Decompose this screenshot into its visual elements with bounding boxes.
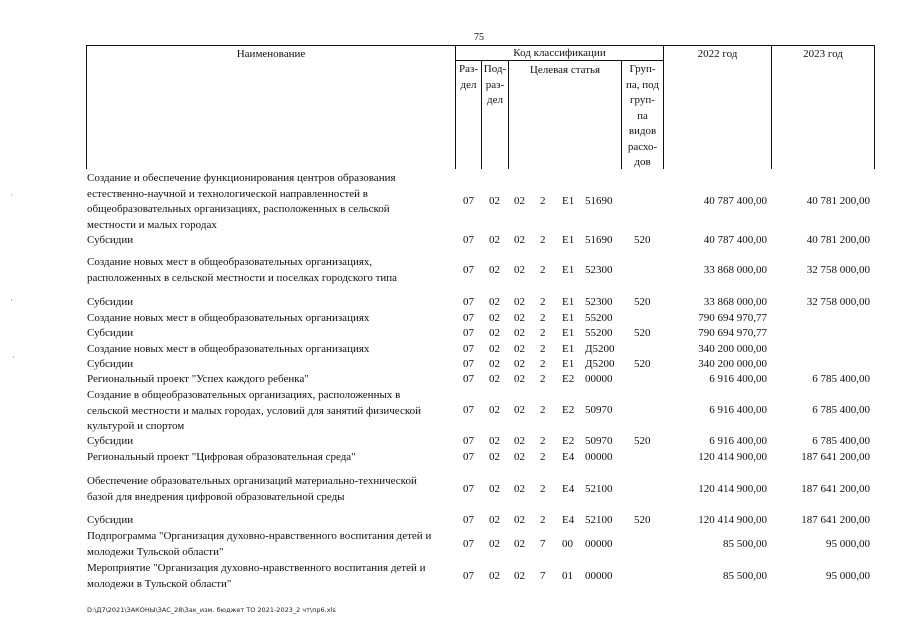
cell-target-4: 52300 [585,296,613,308]
cell-target-1: 02 [514,312,525,324]
header-group-line: па [637,109,648,122]
cell-target-1: 02 [514,538,525,550]
cell-target-2: 7 [540,570,546,582]
cell-target-4: 00000 [585,570,613,582]
cell-amount-2022: 6 916 400,00 [709,435,767,447]
header-year-2022: 2022 год [697,48,738,60]
cell-target-1: 02 [514,514,525,526]
cell-expense-group: 520 [634,327,651,339]
cell-amount-2023: 187 641 200,00 [801,451,870,463]
cell-target-2: 2 [540,312,546,324]
cell-target-4: 00000 [585,373,613,385]
cell-target-1: 02 [514,264,525,276]
cell-target-4: Д5200 [585,343,615,355]
row-name: Субсидии [87,358,134,370]
cell-target-4: 00000 [585,538,613,550]
cell-target-2: 7 [540,538,546,550]
cell-target-3: Е1 [562,264,575,276]
cell-target-2: 2 [540,264,546,276]
margin-mark: · [12,352,15,362]
cell-target-1: 02 [514,195,525,207]
cell-podrazdel: 02 [489,327,500,339]
header-razdel-line: Раз- [458,63,478,75]
cell-target-3: Е1 [562,327,575,339]
cell-target-3: Е4 [562,514,575,526]
cell-amount-2022: 340 200 000,00 [698,343,767,355]
header-col-rule [771,45,772,169]
cell-target-2: 2 [540,483,546,495]
cell-podrazdel: 02 [489,538,500,550]
cell-podrazdel: 02 [489,343,500,355]
cell-target-2: 2 [540,435,546,447]
header-group-line: Груп- [629,63,656,75]
cell-amount-2023: 187 641 200,00 [801,483,870,495]
cell-target-2: 2 [540,195,546,207]
cell-target-4: 50970 [585,435,613,447]
cell-target-2: 2 [540,404,546,416]
cell-amount-2023: 32 758 000,00 [806,296,870,308]
cell-expense-group: 520 [634,234,651,246]
cell-target-3: Е1 [562,234,575,246]
cell-target-3: Е1 [562,296,575,308]
cell-target-2: 2 [540,358,546,370]
cell-target-4: 50970 [585,404,613,416]
cell-target-4: 55200 [585,312,613,324]
cell-target-1: 02 [514,358,525,370]
cell-podrazdel: 02 [489,358,500,370]
cell-razdel: 07 [463,327,474,339]
cell-target-4: 51690 [585,195,613,207]
row-name: Субсидии [87,296,134,308]
cell-target-4: 51690 [585,234,613,246]
cell-podrazdel: 02 [489,195,500,207]
cell-amount-2022: 6 916 400,00 [709,373,767,385]
page-number: 75 [474,32,484,43]
cell-target-4: 55200 [585,327,613,339]
cell-expense-group: 520 [634,435,651,447]
cell-target-1: 02 [514,343,525,355]
cell-target-2: 2 [540,514,546,526]
header-podrazdel-line: Под- [483,63,507,75]
cell-amount-2023: 6 785 400,00 [812,404,870,416]
cell-razdel: 07 [463,451,474,463]
row-name: Субсидии [87,234,134,246]
cell-amount-2023: 187 641 200,00 [801,514,870,526]
cell-razdel: 07 [463,343,474,355]
cell-expense-group: 520 [634,358,651,370]
cell-target-3: Е1 [562,358,575,370]
cell-razdel: 07 [463,570,474,582]
cell-target-1: 02 [514,327,525,339]
cell-amount-2022: 120 414 900,00 [698,483,767,495]
cell-expense-group: 520 [634,296,651,308]
cell-target-1: 02 [514,483,525,495]
cell-amount-2022: 120 414 900,00 [698,451,767,463]
cell-razdel: 07 [463,538,474,550]
cell-amount-2022: 6 916 400,00 [709,404,767,416]
cell-target-2: 2 [540,373,546,385]
cell-amount-2023: 40 781 200,00 [806,195,870,207]
cell-amount-2022: 40 787 400,00 [703,234,767,246]
row-name: Региональный проект "Цифровая образовательная среда" [87,451,356,463]
cell-target-2: 2 [540,451,546,463]
cell-target-3: Е1 [562,195,575,207]
header-name: Наименование [236,48,306,60]
cell-podrazdel: 02 [489,451,500,463]
cell-podrazdel: 02 [489,435,500,447]
cell-target-4: Д5200 [585,358,615,370]
row-name: Субсидии [87,327,134,339]
cell-amount-2023: 95 000,00 [826,538,870,550]
cell-target-1: 02 [514,451,525,463]
header-group-line: дов [634,156,651,168]
row-name: Субсидии [87,514,134,526]
cell-target-4: 52100 [585,514,613,526]
cell-razdel: 07 [463,312,474,324]
cell-target-3: Е4 [562,483,575,495]
cell-amount-2023: 95 000,00 [826,570,870,582]
row-name: Создание и обеспечение функционирования центров образования естественно-научной и технологической направленностей в общеобразовательных организациях, расположенных в сельской местности и малых городах [87,172,396,231]
cell-razdel: 07 [463,195,474,207]
margin-mark: · [10,190,13,200]
cell-target-1: 02 [514,234,525,246]
row-name: Обеспечение образовательных организаций материально-технической базой для внедрения цифровой образовательной среды [87,475,417,503]
header-podrazdel-line: дел [487,94,503,106]
cell-target-3: Е2 [562,435,575,447]
row-name: Создание новых мест в общеобразовательных организациях [87,343,370,355]
cell-amount-2022: 85 500,00 [723,538,767,550]
header-target-article: Целевая статья [529,64,601,76]
row-name: Мероприятие "Организация духовно-нравственного воспитания детей и молодежи в Тульской области" [87,562,426,590]
header-group [622,62,663,171]
cell-razdel: 07 [463,435,474,447]
header-razdel [456,62,481,93]
cell-razdel: 07 [463,264,474,276]
cell-podrazdel: 02 [489,373,500,385]
header-group-line: па, под [626,78,659,91]
file-path-footer: D:\Д7\2021\ЗАКОНЫ\ЗАС_28\Зак_изм. бюджет ТО 2021-2023_2 чт\пр6.xls [87,606,336,614]
cell-target-3: Е1 [562,312,575,324]
cell-target-3: 01 [562,570,573,582]
cell-target-4: 52300 [585,264,613,276]
cell-target-3: 00 [562,538,573,550]
cell-amount-2022: 85 500,00 [723,570,767,582]
cell-amount-2022: 340 200 000,00 [698,358,767,370]
cell-podrazdel: 02 [489,404,500,416]
cell-target-3: Е1 [562,343,575,355]
cell-amount-2023: 40 781 200,00 [806,234,870,246]
cell-amount-2022: 33 868 000,00 [703,264,767,276]
cell-target-1: 02 [514,435,525,447]
cell-target-1: 02 [514,570,525,582]
cell-amount-2022: 40 787 400,00 [703,195,767,207]
row-name: Создание новых мест в общеобразовательных организациях, расположенных в сельской местности и поселках городского типа [87,256,398,284]
cell-razdel: 07 [463,296,474,308]
header-group-line: груп- [630,94,655,106]
cell-target-3: Е2 [562,404,575,416]
cell-target-2: 2 [540,343,546,355]
cell-target-2: 2 [540,234,546,246]
header-right-rule [874,45,875,169]
cell-amount-2022: 790 694 970,77 [698,327,767,339]
header-left-rule [86,45,87,169]
cell-podrazdel: 02 [489,312,500,324]
row-name: Региональный проект "Успех каждого ребенка" [87,373,309,385]
cell-target-2: 2 [540,327,546,339]
row-name: Субсидии [87,435,134,447]
cell-razdel: 07 [463,373,474,385]
cell-razdel: 07 [463,514,474,526]
cell-amount-2023: 32 758 000,00 [806,264,870,276]
row-name: Подпрограмма "Организация духовно-нравственного воспитания детей и молодежи Тульской области" [87,530,432,558]
cell-target-1: 02 [514,404,525,416]
cell-expense-group: 520 [634,514,651,526]
cell-podrazdel: 02 [489,264,500,276]
cell-target-1: 02 [514,373,525,385]
header-razdel-line: дел [460,78,477,91]
cell-razdel: 07 [463,483,474,495]
header-group-line: расхо- [627,140,658,153]
header-group-line: видов [628,125,657,137]
cell-razdel: 07 [463,358,474,370]
header-classification: Код классификации [513,47,606,59]
cell-amount-2022: 120 414 900,00 [698,514,767,526]
margin-mark: · [10,295,13,305]
cell-target-4: 00000 [585,451,613,463]
cell-podrazdel: 02 [489,234,500,246]
cell-target-3: Е2 [562,373,575,385]
cell-amount-2023: 6 785 400,00 [812,435,870,447]
cell-razdel: 07 [463,404,474,416]
cell-podrazdel: 02 [489,296,500,308]
cell-razdel: 07 [463,234,474,246]
cell-amount-2023: 6 785 400,00 [812,373,870,385]
row-name: Создание новых мест в общеобразовательных организациях [87,312,370,324]
cell-target-4: 52100 [585,483,613,495]
cell-amount-2022: 33 868 000,00 [703,296,767,308]
header-podrazdel [482,62,508,109]
cell-podrazdel: 02 [489,514,500,526]
cell-target-3: Е4 [562,451,575,463]
header-col-rule [663,45,664,169]
header-year-2023: 2023 год [803,48,843,60]
cell-podrazdel: 02 [489,570,500,582]
cell-target-1: 02 [514,296,525,308]
row-name: Создание в общеобразовательных организациях, расположенных в сельской местности и малых городах, условий для занятий физической культурой и спортом [87,389,422,432]
cell-target-2: 2 [540,296,546,308]
header-podrazdel-line: раз- [485,78,505,91]
cell-amount-2022: 790 694 970,77 [698,312,767,324]
cell-podrazdel: 02 [489,483,500,495]
